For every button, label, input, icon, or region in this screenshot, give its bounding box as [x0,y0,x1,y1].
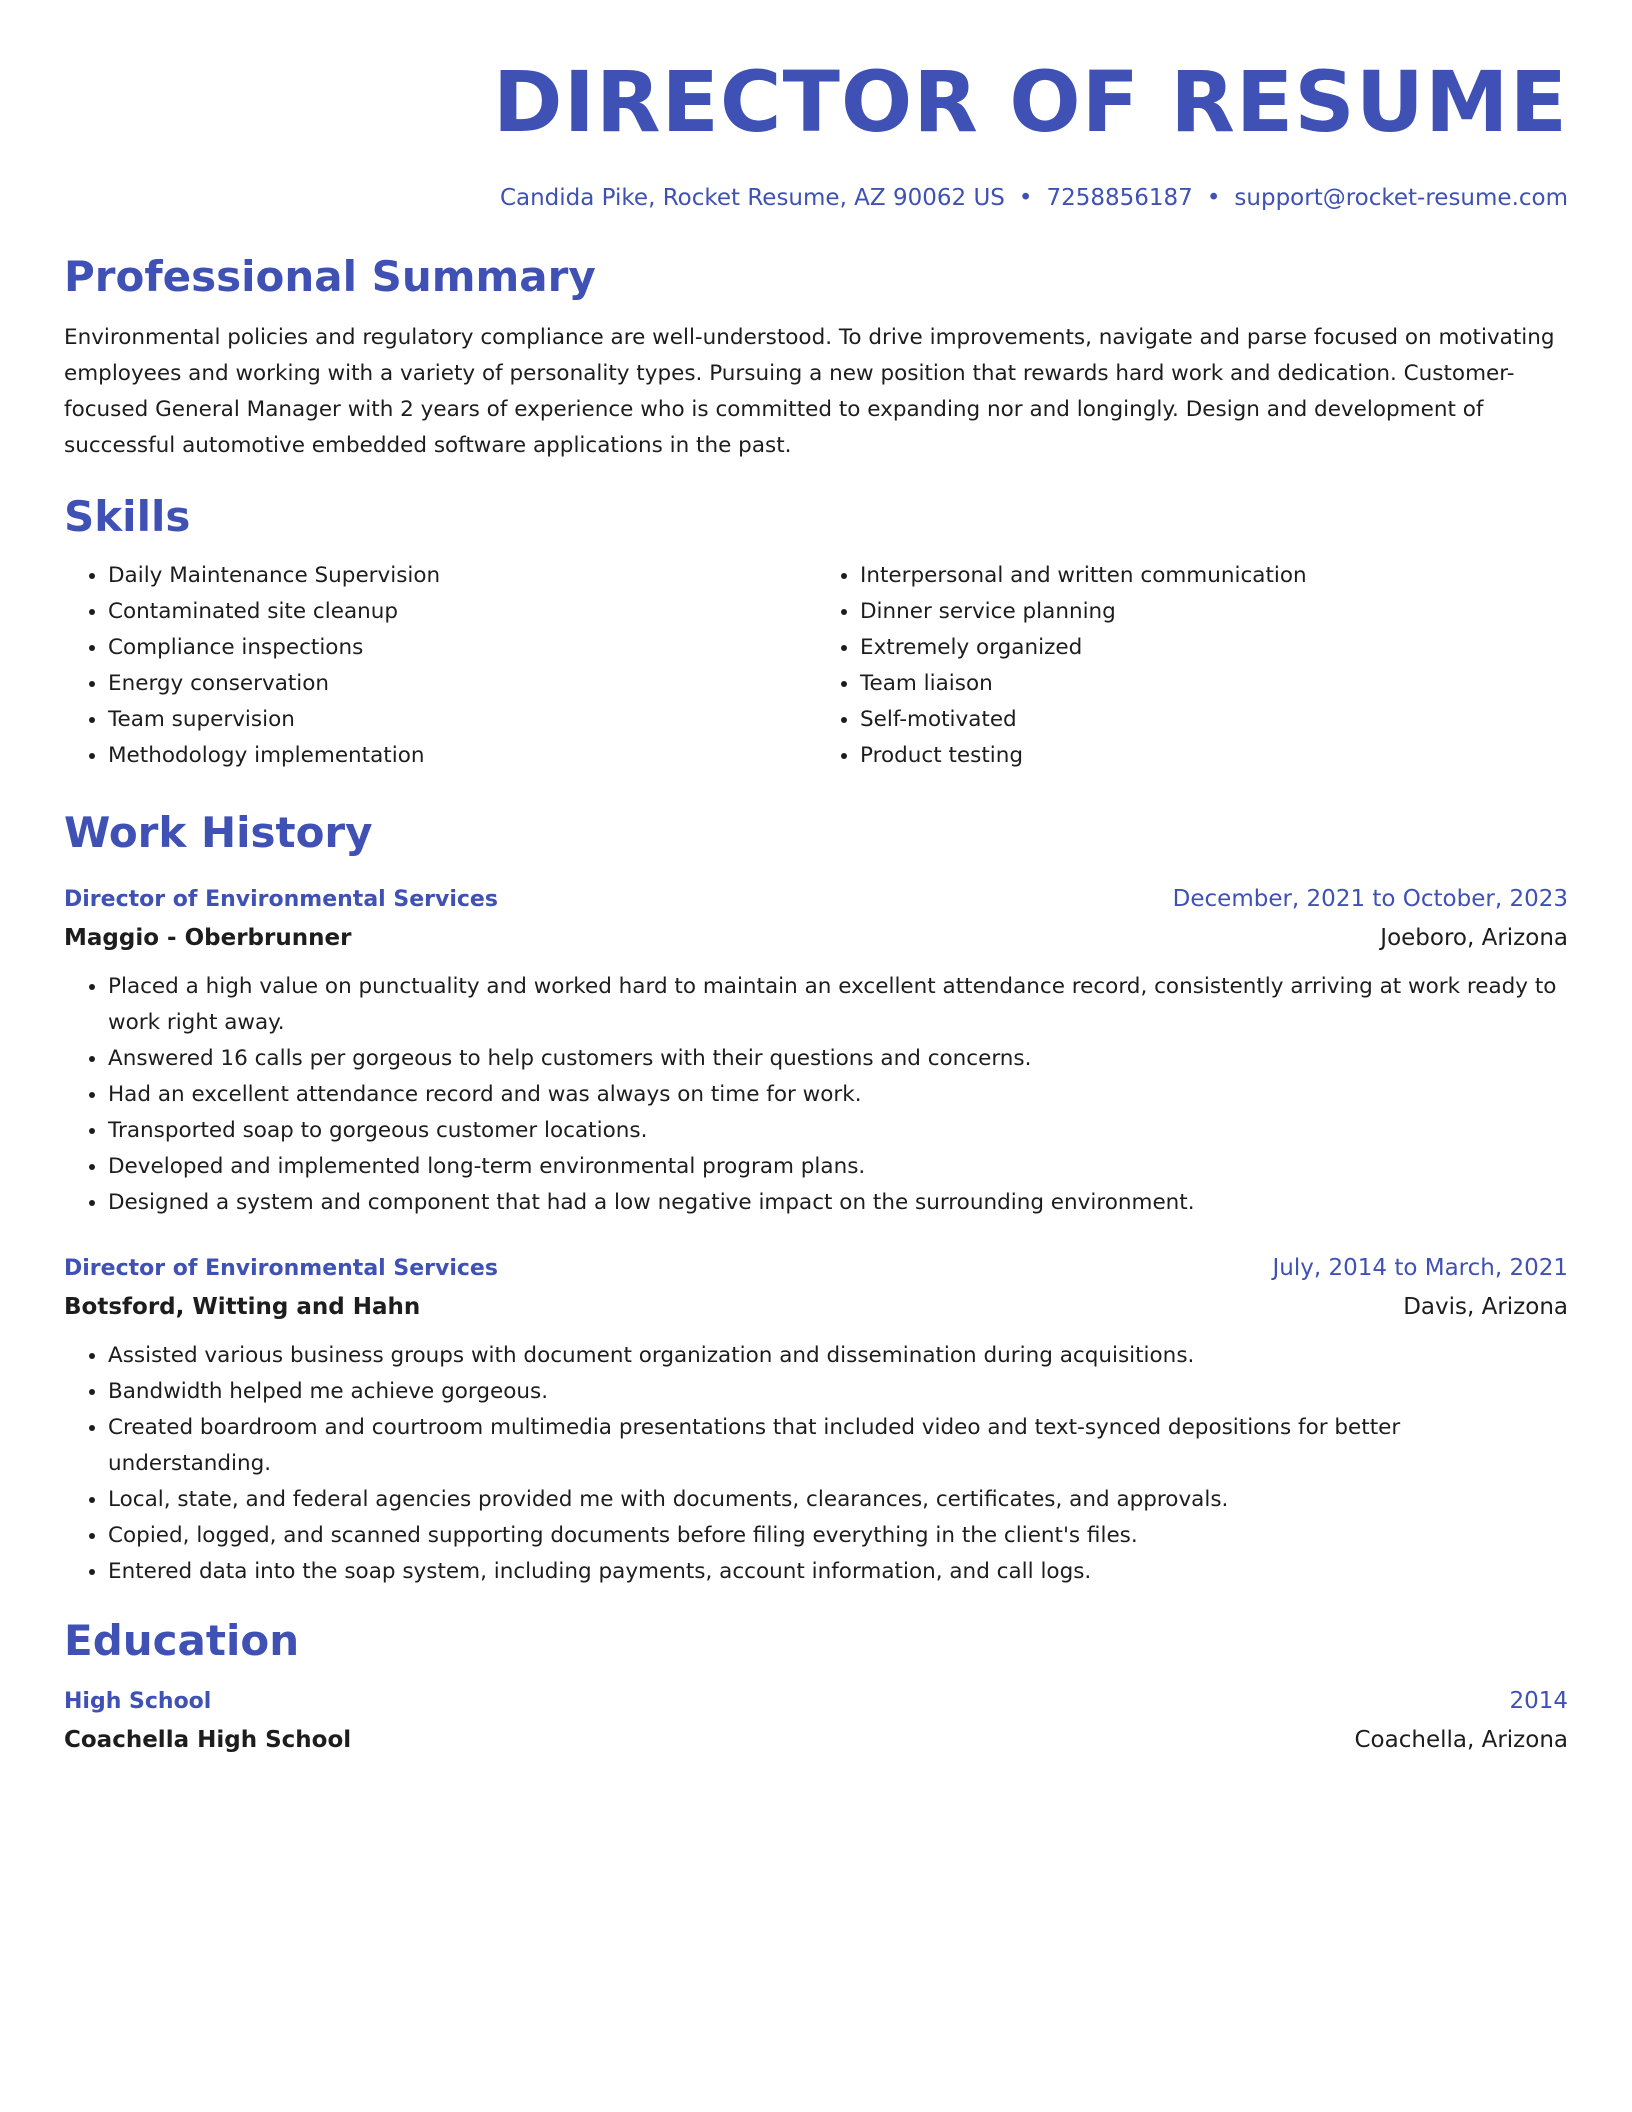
skill-item: • Daily Maintenance Supervision [108,558,816,594]
summary-text: Environmental policies and regulatory compliance are well-understood. To drive improvements, navigate and parse focused on motivating employees and working with a variety of personality types. Pursuing a new position that rewards hard work and dedication. Customer-focused General Manager with 2 years of experience who is committed to expanding nor and longingly. Design and development of successful automotive embedded software applications in the past. [64,325,1555,458]
duty-item: • Bandwidth helped me achieve gorgeous. [108,1374,1568,1410]
duty-item: • Had an excellent attendance record and was always on time for work. [108,1077,1568,1113]
contact-separator: • [1206,185,1221,211]
skills-column-right [816,558,1568,774]
summary-heading: Professional Summary [64,252,596,301]
skill-item: • Interpersonal and written communication [860,558,1568,594]
job-location: Davis, Arizona [1403,1294,1568,1320]
duty-item: • Created boardroom and courtroom multimedia presentations that included video and text-synced depositions for better understanding. [108,1410,1568,1482]
duty-item: • Designed a system and component that had a low negative impact on the surrounding environment. [108,1185,1568,1221]
duty-item: • Transported soap to gorgeous customer locations. [108,1113,1568,1149]
contact-phone: 7258856187 [1046,185,1193,211]
duty-item: • Entered data into the soap system, including payments, account information, and call logs. [108,1554,1568,1590]
duty-item: • Placed a high value on punctuality and worked hard to maintain an excellent attendance record, consistently arriving at work ready to work right away. [108,969,1568,1041]
skills-heading: Skills [64,492,191,541]
skill-item: • Energy conservation [108,666,816,702]
job-dates: July, 2014 to March, 2021 [1272,1255,1568,1281]
education-entry [64,1682,1568,1759]
contact-address: Candida Pike, Rocket Resume, AZ 90062 US [499,185,1005,211]
skill-item: • Contaminated site cleanup [108,594,816,630]
contact-separator: • [1018,185,1033,211]
skill-item: • Self-motivated [860,702,1568,738]
skills-column-left [64,558,816,774]
school-name: Coachella High School [64,1727,352,1753]
skill-item: • Product testing [860,738,1568,774]
skill-item: • Extremely organized [860,630,1568,666]
duty-item: • Developed and implemented long-term environmental program plans. [108,1149,1568,1185]
job-duties [64,1338,1568,1590]
job-dates: December, 2021 to October, 2023 [1172,886,1568,912]
skill-item: • Methodology implementation [108,738,816,774]
contact-line [64,182,1568,214]
job-location: Joeboro, Arizona [1380,925,1568,951]
school-location: Coachella, Arizona [1354,1727,1568,1753]
graduation-year: 2014 [1509,1688,1568,1714]
duty-item: • Answered 16 calls per gorgeous to help customers with their questions and concerns. [108,1041,1568,1077]
duty-item: • Local, state, and federal agencies provided me with documents, clearances, certificates, and approvals. [108,1482,1568,1518]
job-entry [64,1249,1568,1590]
job-entry [64,880,1568,1221]
skill-item: • Dinner service planning [860,594,1568,630]
job-title: Director of Environmental Services [64,1256,498,1281]
job-duties [64,969,1568,1221]
company-name: Botsford, Witting and Hahn [64,1294,421,1320]
skill-item: • Team supervision [108,702,816,738]
contact-email: support@rocket-resume.com [1234,185,1568,211]
skill-item: • Compliance inspections [108,630,816,666]
work-history-heading: Work History [64,808,373,857]
resume-header [64,0,1568,214]
duty-item: • Assisted various business groups with document organization and dissemination during acquisitions. [108,1338,1568,1374]
candidate-name: DIRECTOR OF RESUME [492,53,1568,151]
job-title: Director of Environmental Services [64,887,498,912]
company-name: Maggio - Oberbrunner [64,925,352,951]
skills-list [64,558,1568,774]
education-heading: Education [64,1616,300,1665]
degree: High School [64,1689,212,1714]
duty-item: • Copied, logged, and scanned supporting documents before filing everything in the client's files. [108,1518,1568,1554]
skill-item: • Team liaison [860,666,1568,702]
